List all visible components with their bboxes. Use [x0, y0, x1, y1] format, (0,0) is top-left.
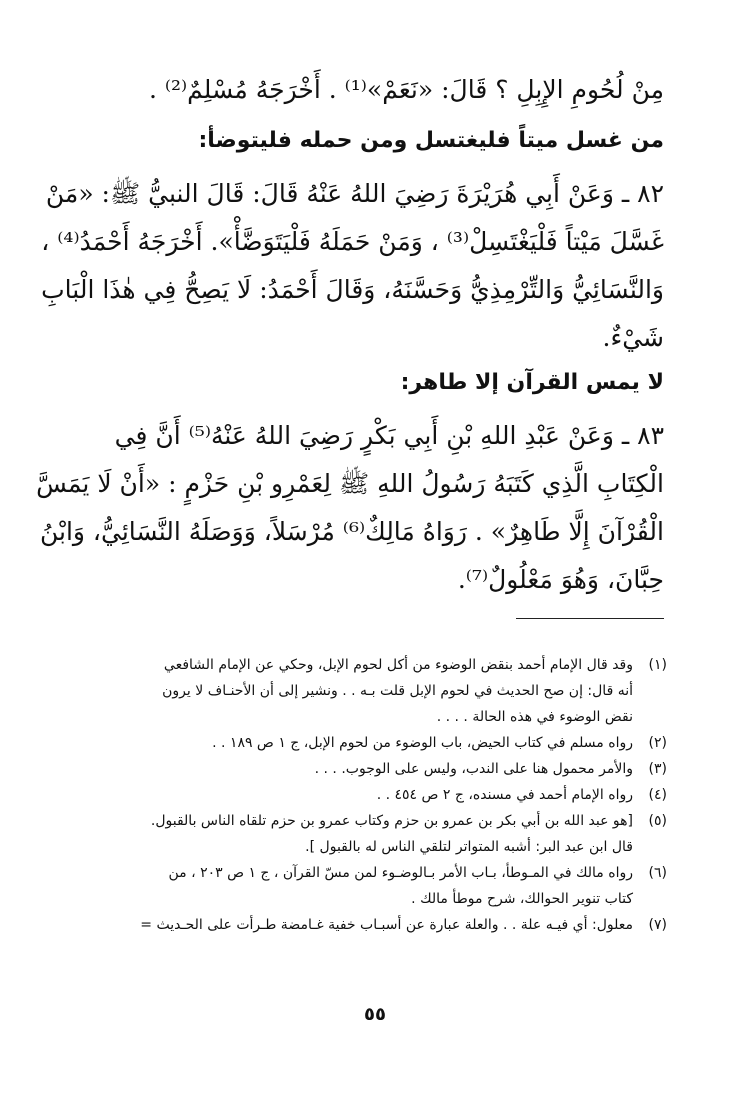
text-line: الْقُرْآنَ إِلَّا طَاهِرٌ» . رَوَاهُ مَالِكٌ⁽⁶⁾ مُرْسَلاً، وَوَصَلَهُ النَّسَائِيُّ، وَابْنُ [39, 517, 664, 546]
hadith-81-ending [54, 66, 664, 114]
footnotes [47, 652, 667, 938]
hadith-83 [36, 412, 664, 604]
footnote-line: معلول: أي فيـه علة . . والعلة عبارة عن أسبـاب خفية غـامضة طـرأت على الحـديث = [140, 917, 633, 933]
footnote-line: أنه قال: إن صح الحديث في لحوم الإبل قلت بـه . . ونشير إلى أن الأحنـاف لا يرون [162, 683, 633, 699]
footnote-line: رواه الإمام أحمد في مسنده، ج ٢ ص ٤٥٤ . . [376, 787, 633, 803]
footnote-line: قال ابن عبد البر: أشبه المتواتر لتلقي الناس له بالقبول ]. [305, 839, 633, 855]
section-heading-washing-dead: من غسل ميتاً فليغتسل ومن حمله فليتوضأ: [198, 128, 664, 153]
text-line: شَيْءٌ. [602, 323, 664, 352]
footnote-number: (٣) [648, 761, 667, 777]
footnote-line: [هو عبد الله بن أبي بكر بن عمرو بن حزم وكتاب عمرو بن حزم تلقاه الناس بالقبول. [150, 813, 633, 829]
section-heading-touching-quran: لا يمس القرآن إلا طاهر: [400, 370, 664, 395]
footnote-number: (١) [648, 657, 667, 673]
footnote-line: وقد قال الإمام أحمد بنقض الوضوء من أكل لحوم الإبل، وحكي عن الإمام الشافعي [163, 657, 633, 673]
footnote-number: (٢) [648, 735, 667, 751]
text-line: وَالنَّسَائِيُّ وَالتِّرْمِذِيُّ وَحَسَّنَهُ، وَقَالَ أَحْمَدُ: لَا يَصِحُّ فِي هٰذَا الْبَابِ [41, 275, 664, 304]
text-line: ٨٣ ـ وَعَنْ عَبْدِ اللهِ بْنِ أَبِي بَكْرٍ رَضِيَ اللهُ عَنْهُ⁽⁵⁾ أَنَّ فِي [114, 421, 664, 450]
footnote-line: والأمر محمول هنا على الندب، وليس على الوجوب. . . . [314, 761, 633, 777]
footnote-line: كتاب تنوير الحوالك، شرح موطأ مالك . [411, 891, 633, 907]
text-line: ٨٢ ـ وَعَنْ أَبِي هُرَيْرَةَ رَضِيَ اللهُ عَنْهُ قَالَ: قَالَ النبيُّ ﷺ: «مَنْ [45, 179, 664, 208]
footnote-line: نقض الوضوء في هذه الحالة . . . . [436, 709, 633, 725]
footnote [47, 652, 667, 730]
text-line: حِبَّانَ، وَهُوَ مَعْلُولٌ⁽⁷⁾. [457, 565, 664, 594]
page-number: ٥٥ [364, 1004, 386, 1025]
footnote [47, 730, 667, 756]
text-line: مِنْ لُحُومِ الإِبِلِ ؟ قَالَ: «نَعَمْ»⁽¹⁾ . أَخْرَجَهُ مُسْلِمٌ⁽²⁾ . [148, 75, 664, 104]
hadith-82 [41, 170, 664, 362]
footnote-number: (٥) [648, 813, 667, 829]
footnote-line: رواه مسلم في كتاب الحيض، باب الوضوء من لحوم الإبل، ج ١ ص ١٨٩ . . [212, 735, 633, 751]
footnote [47, 782, 667, 808]
footnote-number: (٧) [648, 917, 667, 933]
footnote [47, 808, 667, 860]
footnote-number: (٦) [648, 865, 667, 881]
text-line: غَسَّلَ مَيْتاً فَلْيَغْتَسِلْ⁽³⁾ ، وَمَنْ حَمَلَهُ فَلْيَتَوَضَّأْ». أَخْرَجَهُ أَحْمَدُ⁽⁴⁾ ، [41, 227, 664, 256]
footnote-divider [516, 618, 664, 619]
footnote [47, 860, 667, 912]
footnote-line: رواه مالك في المـوطأ، بـاب الأمر بـالوضـوء لمن مسّ القرآن ، ج ١ ص ٢٠٣ ، من [168, 865, 633, 881]
footnote-number: (٤) [648, 787, 667, 803]
footnote [47, 912, 667, 938]
footnote [47, 756, 667, 782]
text-line: الْكِتَابِ الَّذِي كَتَبَهُ رَسُولُ اللهِ ﷺ لِعَمْرِو بْنِ حَزْمٍ : «أَنْ لَا يَمَسَّ [36, 469, 664, 498]
